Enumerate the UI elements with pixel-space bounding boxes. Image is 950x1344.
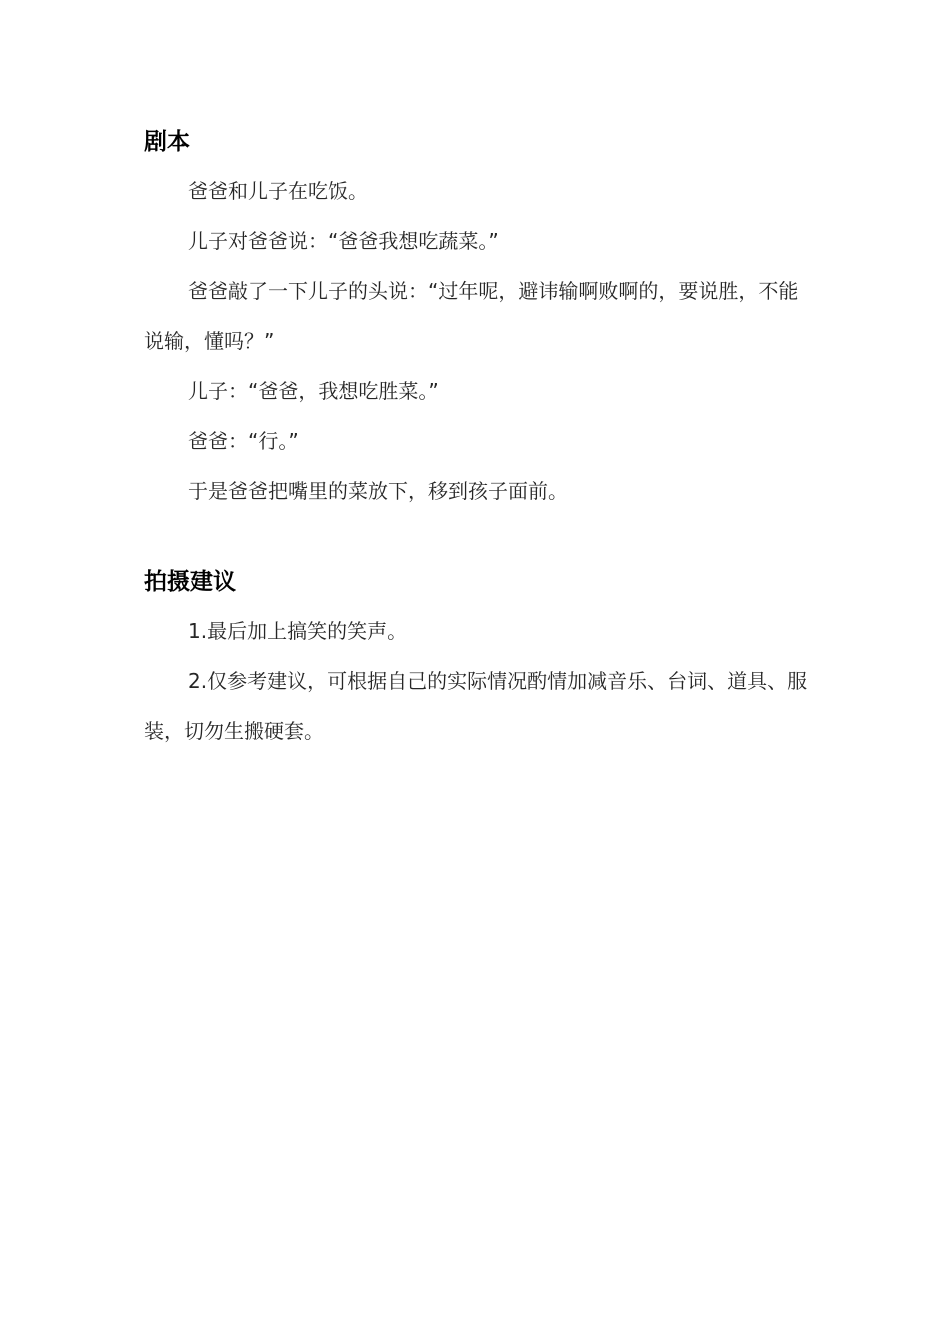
script-paragraph: 儿子：“爸爸，我想吃胜菜。” xyxy=(188,379,439,403)
tip-paragraph: 1.最后加上搞笑的笑声。 xyxy=(188,619,408,643)
script-paragraph: 爸爸和儿子在吃饭。 xyxy=(188,179,368,203)
script-paragraph: 儿子对爸爸说：“爸爸我想吃蔬菜。” xyxy=(188,229,499,253)
section-heading-filming-tips: 拍摄建议 xyxy=(144,569,236,595)
document-content xyxy=(144,118,808,756)
script-paragraph: 于是爸爸把嘴里的菜放下，移到孩子面前。 xyxy=(188,479,568,503)
script-paragraph: 爸爸敲了一下儿子的头说：“过年呢，避讳输啊败啊的，要说胜，不能说输，懂吗？” xyxy=(144,279,799,353)
section-spacer xyxy=(144,516,808,558)
script-paragraph: 爸爸：“行。” xyxy=(188,429,299,453)
section-heading-script: 剧本 xyxy=(144,129,190,155)
tip-paragraph: 2.仅参考建议，可根据自己的实际情况酌情加减音乐、台词、道具、服装，切勿生搬硬套。 xyxy=(144,669,808,743)
